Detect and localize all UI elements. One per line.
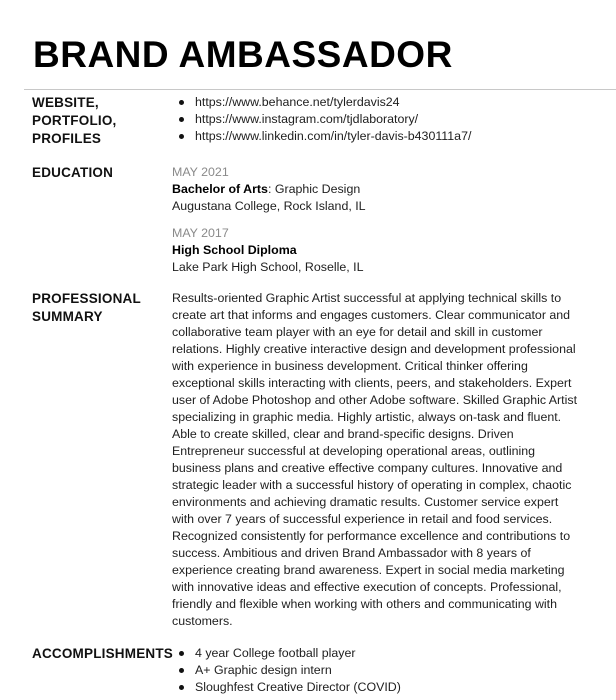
education-degree: Bachelor of Arts: Graphic Design <box>172 182 361 196</box>
education-date: MAY 2017 <box>172 226 229 240</box>
education-entry <box>172 225 582 276</box>
education-date: MAY 2021 <box>172 165 229 179</box>
title-divider <box>24 89 616 90</box>
education-school: Lake Park High School, Roselle, IL <box>172 260 364 274</box>
instagram-link[interactable]: https://www.instagram.com/tjdlaboratory/ <box>172 111 582 128</box>
education-school: Augustana College, Rock Island, IL <box>172 199 366 213</box>
list-item: A+ Graphic design intern <box>172 662 582 679</box>
education-degree: High School Diploma <box>172 243 297 257</box>
list-item: 4 year College football player <box>172 645 582 662</box>
education-entry <box>172 164 582 215</box>
list-item: Sloughfest Creative Director (COVID) <box>172 679 582 696</box>
resume-title: BRAND AMBASSADOR <box>33 34 453 75</box>
summary-text: Results-oriented Graphic Artist successful at applying technical skills to create art that informs and engages customers. Clear communicator and collaborative team player with an eye for detail and skill in customer relations. Highly creative interactive design and development professional with experience in business development. Critical thinker offering exceptional skills interacting with clients, peers, and stakeholders. Expert user of Adobe Photoshop and other Adobe software. Skilled Graphic Artist specializing in graphic media. Highly artistic, always on-task and fluent. Able to create skilled, clear and brand-specific designs. Driven Entrepreneur successful at developing operational areas, outlining business plans and creative effective company cultures. Innovative and strategic leader with a successful history of operating in complex, chaotic environments and achieving dramatic results. Customer service expert with over 7 years of successful experience in retail and food services. Recognized consistently for performance excellence and contributions to success. Ambitious and driven Brand Ambassador with 8 years of experience creating brand awareness. Expert in social media marketing with innovative ideas and effective execution of concepts. Professional, friendly and flexible when working with others and communicating with customers. <box>172 291 578 628</box>
linkedin-link[interactable]: https://www.linkedin.com/in/tyler-davis-b430111a7/ <box>172 128 582 145</box>
accomplishments-list <box>172 645 582 696</box>
summary-section-label: PROFESSIONAL SUMMARY <box>32 291 141 324</box>
website-section-label: WEBSITE, PORTFOLIO, PROFILES <box>32 95 117 146</box>
behance-link[interactable]: https://www.behance.net/tylerdavis24 <box>172 94 582 111</box>
profile-links-list <box>172 94 582 145</box>
accomplishments-section-label: ACCOMPLISHMENTS <box>32 646 173 661</box>
education-section-label: EDUCATION <box>32 165 114 180</box>
